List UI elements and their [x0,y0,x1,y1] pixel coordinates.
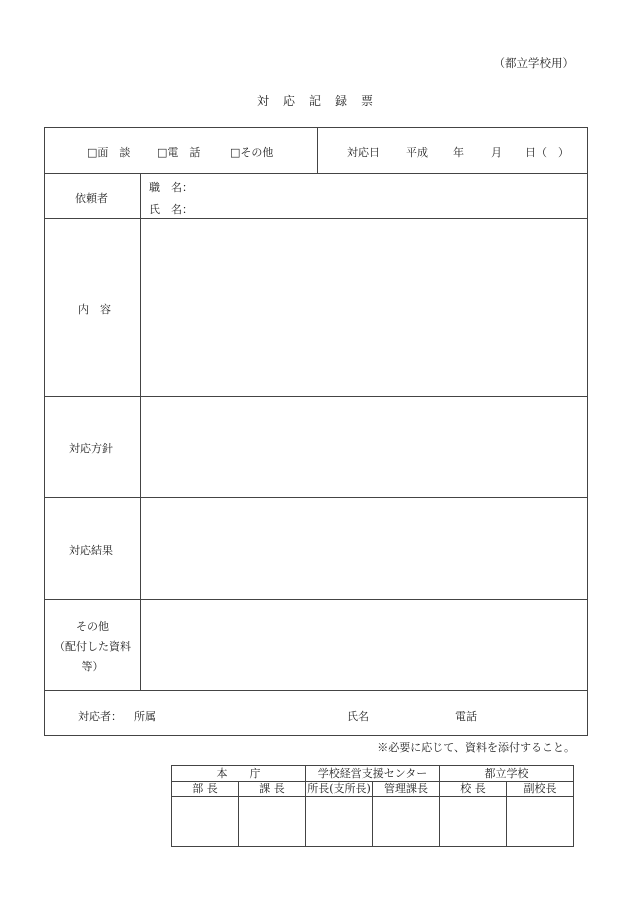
approval-stamp-cell[interactable] [172,797,239,847]
policy-label: 対応方針 [69,442,113,455]
usage-label: （都立学校用） [493,56,574,70]
position-label: 職 名： [149,181,193,194]
approval-column-header: 校 長 [440,782,507,797]
requester-label: 依頼者 [75,192,108,205]
date-label: 対応日 [347,146,380,159]
approval-stamp-table [171,765,574,847]
date-year: 年 [453,146,464,159]
approval-group-head-office: 本 庁 [172,766,306,782]
row-divider [45,690,587,691]
row-divider [45,173,587,174]
approval-stamp-cell[interactable] [373,797,440,847]
approval-column-header: 部 長 [172,782,239,797]
date-era: 平成 [406,146,428,159]
method-checkbox-phone[interactable]: □電 話 [157,146,201,159]
record-form [44,127,588,736]
approval-column-header: 所長(支所長) [307,782,371,795]
other-label [45,617,140,677]
phone-label: 電話 [455,710,477,723]
approval-stamp-cell[interactable] [239,797,306,847]
column-divider [140,173,141,690]
column-divider [317,128,318,173]
attachment-footnote: ※必要に応じて、資料を添付すること。 [377,741,575,754]
form-title: 対応記録票 [256,94,387,108]
row-divider [45,599,587,600]
affiliation-label: 所属 [134,710,156,723]
approval-group-support-center: 学校経営支援センター [306,766,440,782]
approval-column-header: 課 長 [239,782,306,797]
row-divider [45,218,587,219]
approval-stamp-cell[interactable] [507,797,574,847]
approval-group-school: 都立学校 [440,766,574,782]
date-month: 月 [491,146,502,159]
row-divider [45,497,587,498]
other-label-line: その他 [76,620,109,633]
other-label-line: （配付した資料 [54,640,131,653]
row-divider [45,396,587,397]
approval-stamp-cell[interactable] [306,797,373,847]
approval-stamp-cell[interactable] [440,797,507,847]
other-label-line: 等） [81,660,104,673]
responder-label: 対応者： [78,710,122,723]
date-day: 日（ ） [525,146,569,159]
responder-name-label: 氏名 [347,710,369,723]
method-checkbox-other[interactable]: □その他 [230,146,274,159]
method-checkbox-meeting[interactable]: □面 談 [87,146,131,159]
approval-column-header: 管理課長 [373,782,440,797]
result-label: 対応結果 [69,544,113,557]
content-label: 内 容 [78,303,111,316]
approval-column-header: 副校長 [507,782,574,797]
name-label: 氏 名： [149,203,193,216]
